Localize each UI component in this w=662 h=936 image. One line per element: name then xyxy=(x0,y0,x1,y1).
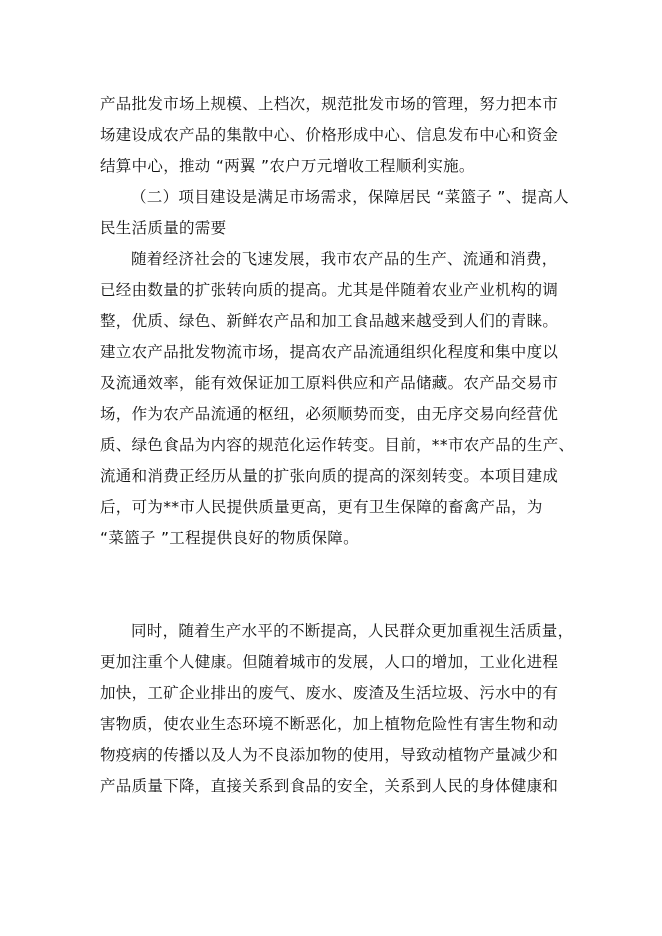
text-line: 产品批发市场上规模、上档次，规范批发市场的管理，努力把本市 xyxy=(100,95,559,113)
paragraph-health xyxy=(100,616,574,802)
text-line: 质、绿色食品为内容的规范化运作转变。目前，**市农产品的生产、 xyxy=(100,436,575,454)
text-line: 及流通效率，能有效保证加工原料供应和产品储藏。农产品交易市 xyxy=(100,374,559,392)
text-line: “菜篮子 ”工程提供良好的物质保障。 xyxy=(100,529,359,547)
text-line: 同时，随着生产水平的不断提高，人民群众更加重视生活质量， xyxy=(131,622,574,640)
text-line: 更加注重个人健康。但随着城市的发展，人口的增加，工业化进程 xyxy=(100,653,559,671)
text-line: 场，作为农产品流通的枢纽，必须顺势而变，由无序交易向经营优 xyxy=(100,405,559,423)
paragraph-continuation xyxy=(100,89,559,182)
text-line: 建立农产品批发物流市场，提高农产品流通组织化程度和集中度以 xyxy=(100,343,559,361)
text-line: 整，优质、绿色、新鲜农产品和加工食品越来越受到人们的青睐。 xyxy=(100,312,559,330)
heading-line: 民生活质量的需要 xyxy=(100,219,227,237)
paragraph-development xyxy=(100,244,575,554)
text-line: 随着经济社会的飞速发展，我市农产品的生产、流通和消费， xyxy=(131,250,558,268)
text-line: 产品质量下降，直接关系到食品的安全，关系到人民的身体健康和 xyxy=(100,777,559,795)
section-heading xyxy=(100,182,569,244)
text-line: 后，可为**市人民提供质量更高，更有卫生保障的畜禽产品，为 xyxy=(100,498,543,516)
text-line: 流通和消费正经历从量的扩张向质的提高的深刻转变。本项目建成 xyxy=(100,467,559,485)
text-line: 结算中心，推动 “两翼 ”农户万元增收工程顺利实施。 xyxy=(100,157,475,175)
text-line: 加快，工矿企业排出的废气、废水、废渣及生活垃圾、污水中的有 xyxy=(100,684,559,702)
text-line: 场建设成农产品的集散中心、价格形成中心、信息发布中心和资金 xyxy=(100,126,559,144)
text-line: 已经由数量的扩张转向质的提高。尤其是伴随着农业产业机构的调 xyxy=(100,281,559,299)
text-line: 害物质，使农业生态环境不断恶化，加上植物危险性有害生物和动 xyxy=(100,715,559,733)
text-line: 物疫病的传播以及人为不良添加物的使用，导致动植物产量减少和 xyxy=(100,746,559,764)
heading-line: （二）项目建设是满足市场需求，保障居民 “菜篮子 ”、提高人 xyxy=(131,188,569,206)
